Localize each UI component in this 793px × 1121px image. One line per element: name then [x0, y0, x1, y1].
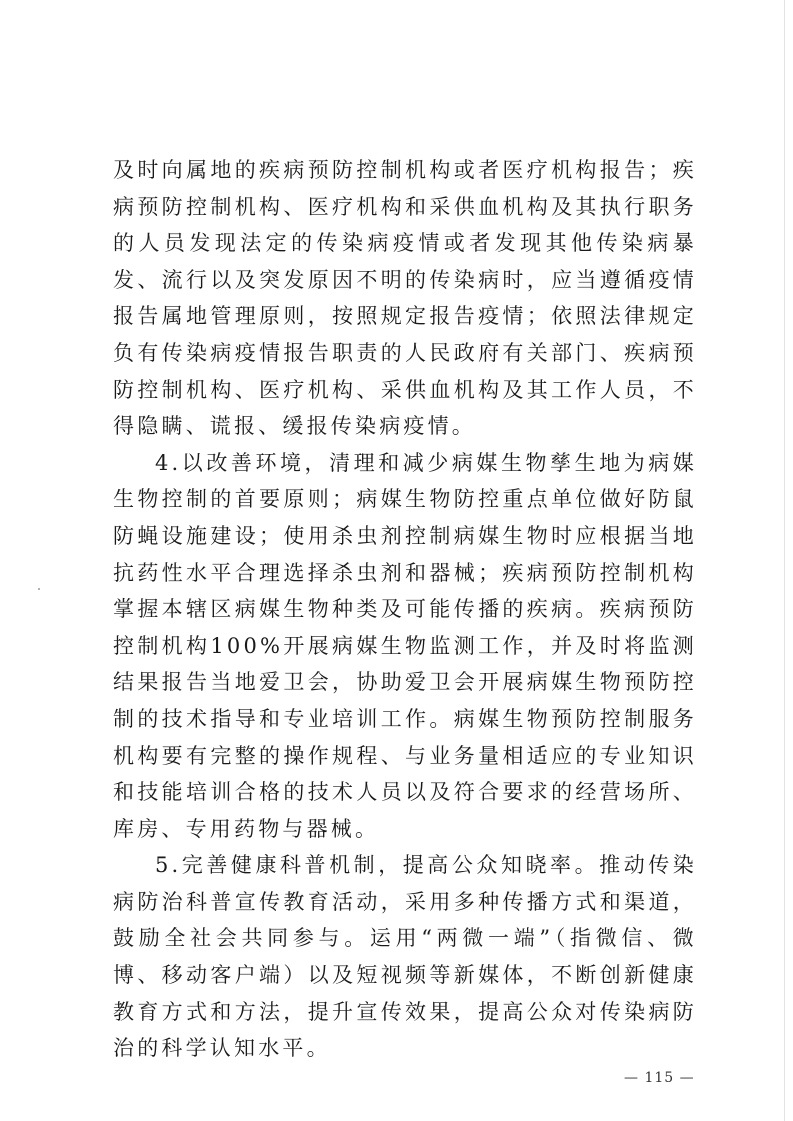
page-edge-line	[784, 0, 785, 1121]
paragraph-item-5: 5.完善健康科普机制，提高公众知晓率。推动传染病防治科普宣传教育活动，采用多种传播方式和渠道，鼓励全社会共同参与。运用“两微一端”（指微信、微博、移动客户端）以及短视频等新媒体，不断创新健康教育方式和方法，提升宣传效果，提高公众对传染病防治的科学认知水平。	[113, 853, 697, 1061]
paragraph-item-4: 4.以改善环境，清理和减少病媒生物孳生地为病媒生物控制的首要原则；病媒生物防控重点单位做好防鼠防蝇设施建设；使用杀虫剂控制病媒生物时应根据当地抗药性水平合理选择杀虫剂和器械；疾病预防控制机构掌握本辖区病媒生物种类及可能传播的疾病。疾病预防控制机构100%开展病媒生物监测工作，并及时将监测结果报告当地爱卫会，协助爱卫会开展病媒生物预防控制的技术指导和专业培训工作。病媒生物预防控制服务机构要有完整的操作规程、与业务量相适应的专业知识和技能培训合格的技术人员以及符合要求的经营场所、库房、专用药物与器械。	[113, 450, 697, 841]
page-number: — 115 —	[624, 1070, 695, 1086]
paragraph-continuation: 及时向属地的疾病预防控制机构或者医疗机构报告；疾病预防控制机构、医疗机构和采供血机构及其执行职务的人员发现法定的传染病疫情或者发现其他传染病暴发、流行以及突发原因不明的传染病时，应当遵循疫情报告属地管理原则，按照规定报告疫情；依照法律规定负有传染病疫情报告职责的人民政府有关部门、疾病预防控制机构、医疗机构、采供血机构及其工作人员，不得隐瞒、谎报、缓报传染病疫情。	[113, 158, 697, 439]
body-text	[113, 152, 697, 1067]
scan-speck	[38, 588, 40, 590]
